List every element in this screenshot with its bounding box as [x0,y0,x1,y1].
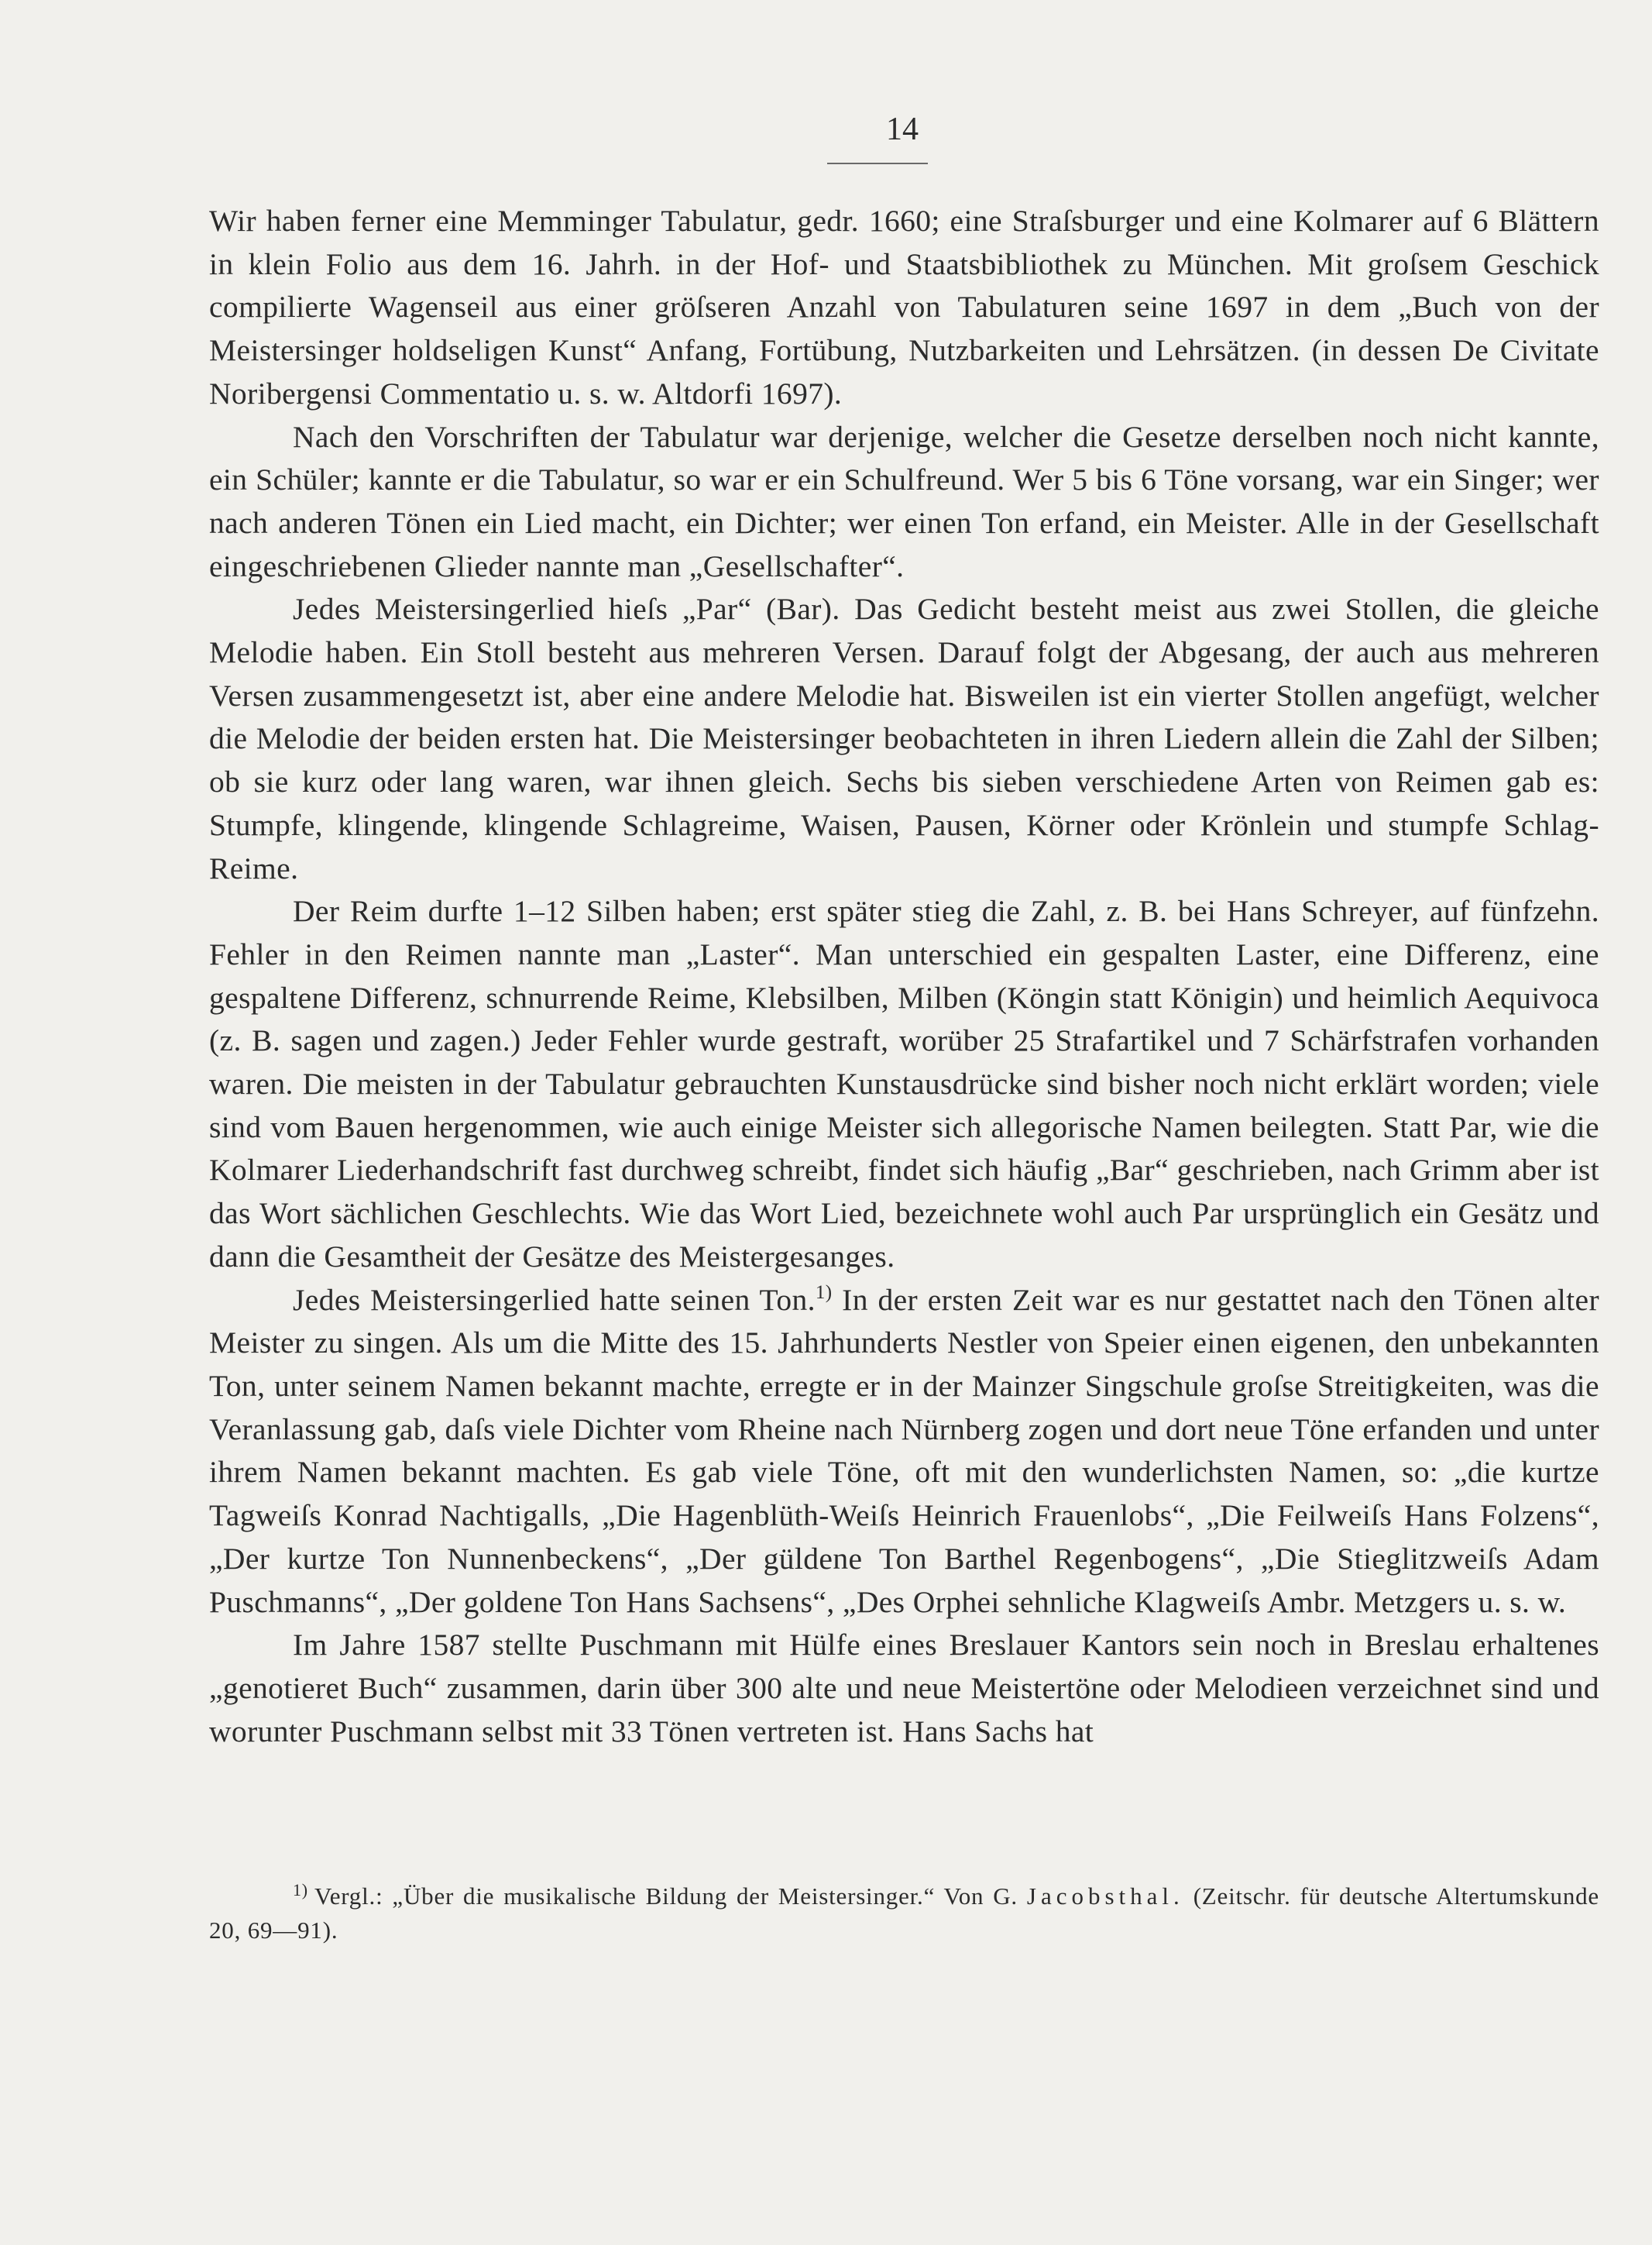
paragraph-5-lead: Jedes Meistersingerlied hatte seinen Ton. [293,1282,816,1317]
paragraph-6: Im Jahre 1587 stellte Puschmann mit Hülfe eines Breslauer Kantors sein noch in Breslau erhaltenes „genotieret Buch“ zusammen, darin über 300 alte und neue Meistertöne oder Melodieen verzeichnet sind und worunter Puschmann selbst mit 33 Tönen vertreten ist. Hans Sachs hat [209,1628,1599,1748]
paragraph-5 [209,1279,1599,1624]
body-text [209,200,1599,1753]
footnote-text [209,1879,1599,1948]
paragraph-4: Der Reim durfte 1–12 Silben haben; erst später stieg die Zahl, z. B. bei Hans Schreyer, auf fünfzehn. Fehler in den Reimen nannte man „Laster“. Man unterschied ein gespalten Laster, eine Differenz, eine gespaltene Differenz, schnurrende Reime, Klebsilben, Milben (Köngin statt Königin) und heimlich Aequivoca (z. B. sagen und zagen.) Jeder Fehler wurde gestraft, worüber 25 Strafartikel und 7 Schärfstrafen vorhanden waren. Die meisten in der Tabulatur gebrauchten Kunstausdrücke sind bisher noch nicht erklärt worden; viele sind vom Bauen hergenommen, wie auch einige Meister sich allegorische Namen beilegten. Statt Par, wie die Kolmarer Liederhandschrift fast durchweg schreibt, findet sich häufig „Bar“ geschrieben, nach Grimm aber ist das Wort sächlichen Geschlechts. Wie das Wort Lied, bezeichnete wohl auch Par ursprünglich ein Gesätz und dann die Gesamtheit der Gesätze des Meistergesanges. [209,894,1599,1274]
footnote-reference: 1) [815,1281,833,1303]
footnote-text-after: (Zeitschr. für deutsche Altertumskunde 20, 69—91). [209,1882,1599,1944]
header-rule [827,163,928,164]
footnote-author: Jacobsthal. [1026,1882,1184,1910]
paragraph-2: Nach den Vorschriften der Tabulatur war derjenige, welcher die Gesetze derselben noch nicht kannte, ein Schüler; kannte er die Tabulatur, so war er ein Schulfreund. Wer 5 bis 6 Töne vorsang, war ein Singer; wer nach anderen Tönen ein Lied macht, ein Dichter; wer einen Ton erfand, ein Meister. Alle in der Gesellschaft eingeschriebenen Glieder nannte man „Gesellschafter“. [209,419,1599,583]
footnote-mark: 1) [293,1880,308,1899]
paragraph-3: Jedes Meistersingerlied hieſs „Par“ (Bar). Das Gedicht besteht meist aus zwei Stollen, die gleiche Melodie haben. Ein Stoll besteht aus mehreren Versen. Darauf folgt der Abgesang, der auch aus mehreren Versen zusammengesetzt ist, aber eine andere Melodie hat. Bisweilen ist ein vierter Stollen angefügt, welcher die Melodie der beiden ersten hat. Die Meistersinger beobachteten in ihren Liedern allein die Zahl der Silben; ob sie kurz oder lang waren, war ihnen gleich. Sechs bis sieben verschiedene Arten von Reimen gab es: Stumpfe, klingende, klingende Schlagreime, Waisen, Pausen, Körner oder Krönlein und stumpfe Schlag-Reime. [209,592,1599,885]
footnote [209,1879,1599,1948]
page-number: 14 [886,112,919,147]
paragraph-1: Wir haben ferner eine Memminger Tabulatur, gedr. 1660; eine Straſsburger und eine Kolmarer auf 6 Blättern in klein Folio aus dem 16. Jahrh. in der Hof- und Staatsbibliothek zu München. Mit groſsem Geschick compilierte Wagenseil aus einer gröſseren Anzahl von Tabulaturen seine 1697 in dem „Buch von der Meistersinger holdseligen Kunst“ Anfang, Fortübung, Nutzbarkeiten und Lehrsätzen. (in dessen De Civitate Noribergensi Commentatio u. s. w. Altdorfi 1697). [209,204,1599,411]
footnote-text-before: Vergl.: „Über die musikalische Bildung der Meistersinger.“ Von G. [314,1882,1018,1910]
paragraph-5-body: In der ersten Zeit war es nur gestattet nach den Tönen alter Meister zu singen. Als um die Mitte des 15. Jahrhunderts Nestler von Speier einen eigenen, den unbekannten Ton, unter seinem Namen bekannt machte, erregte er in der Mainzer Singschule groſse Streitigkeiten, was die Veranlassung gab, daſs viele Dichter vom Rheine nach Nürnberg zogen und dort neue Töne erfanden und unter ihrem Namen bekannt machten. Es gab viele Töne, oft mit den wunderlichsten Namen, so: „die kurtze Tagweiſs Konrad Nachtigalls, „Die Hagenblüth-Weiſs Heinrich Frauenlobs“, „Die Feilweiſs Hans Folzens“, „Der kurtze Ton Nunnenbeckens“, „Der güldene Ton Barthel Regenbogens“, „Die Stieglitzweiſs Adam Puschmanns“, „Der goldene Ton Hans Sachsens“, „Des Orphei sehnliche Klagweiſs Ambr. Metzgers u. s. w. [209,1282,1599,1619]
